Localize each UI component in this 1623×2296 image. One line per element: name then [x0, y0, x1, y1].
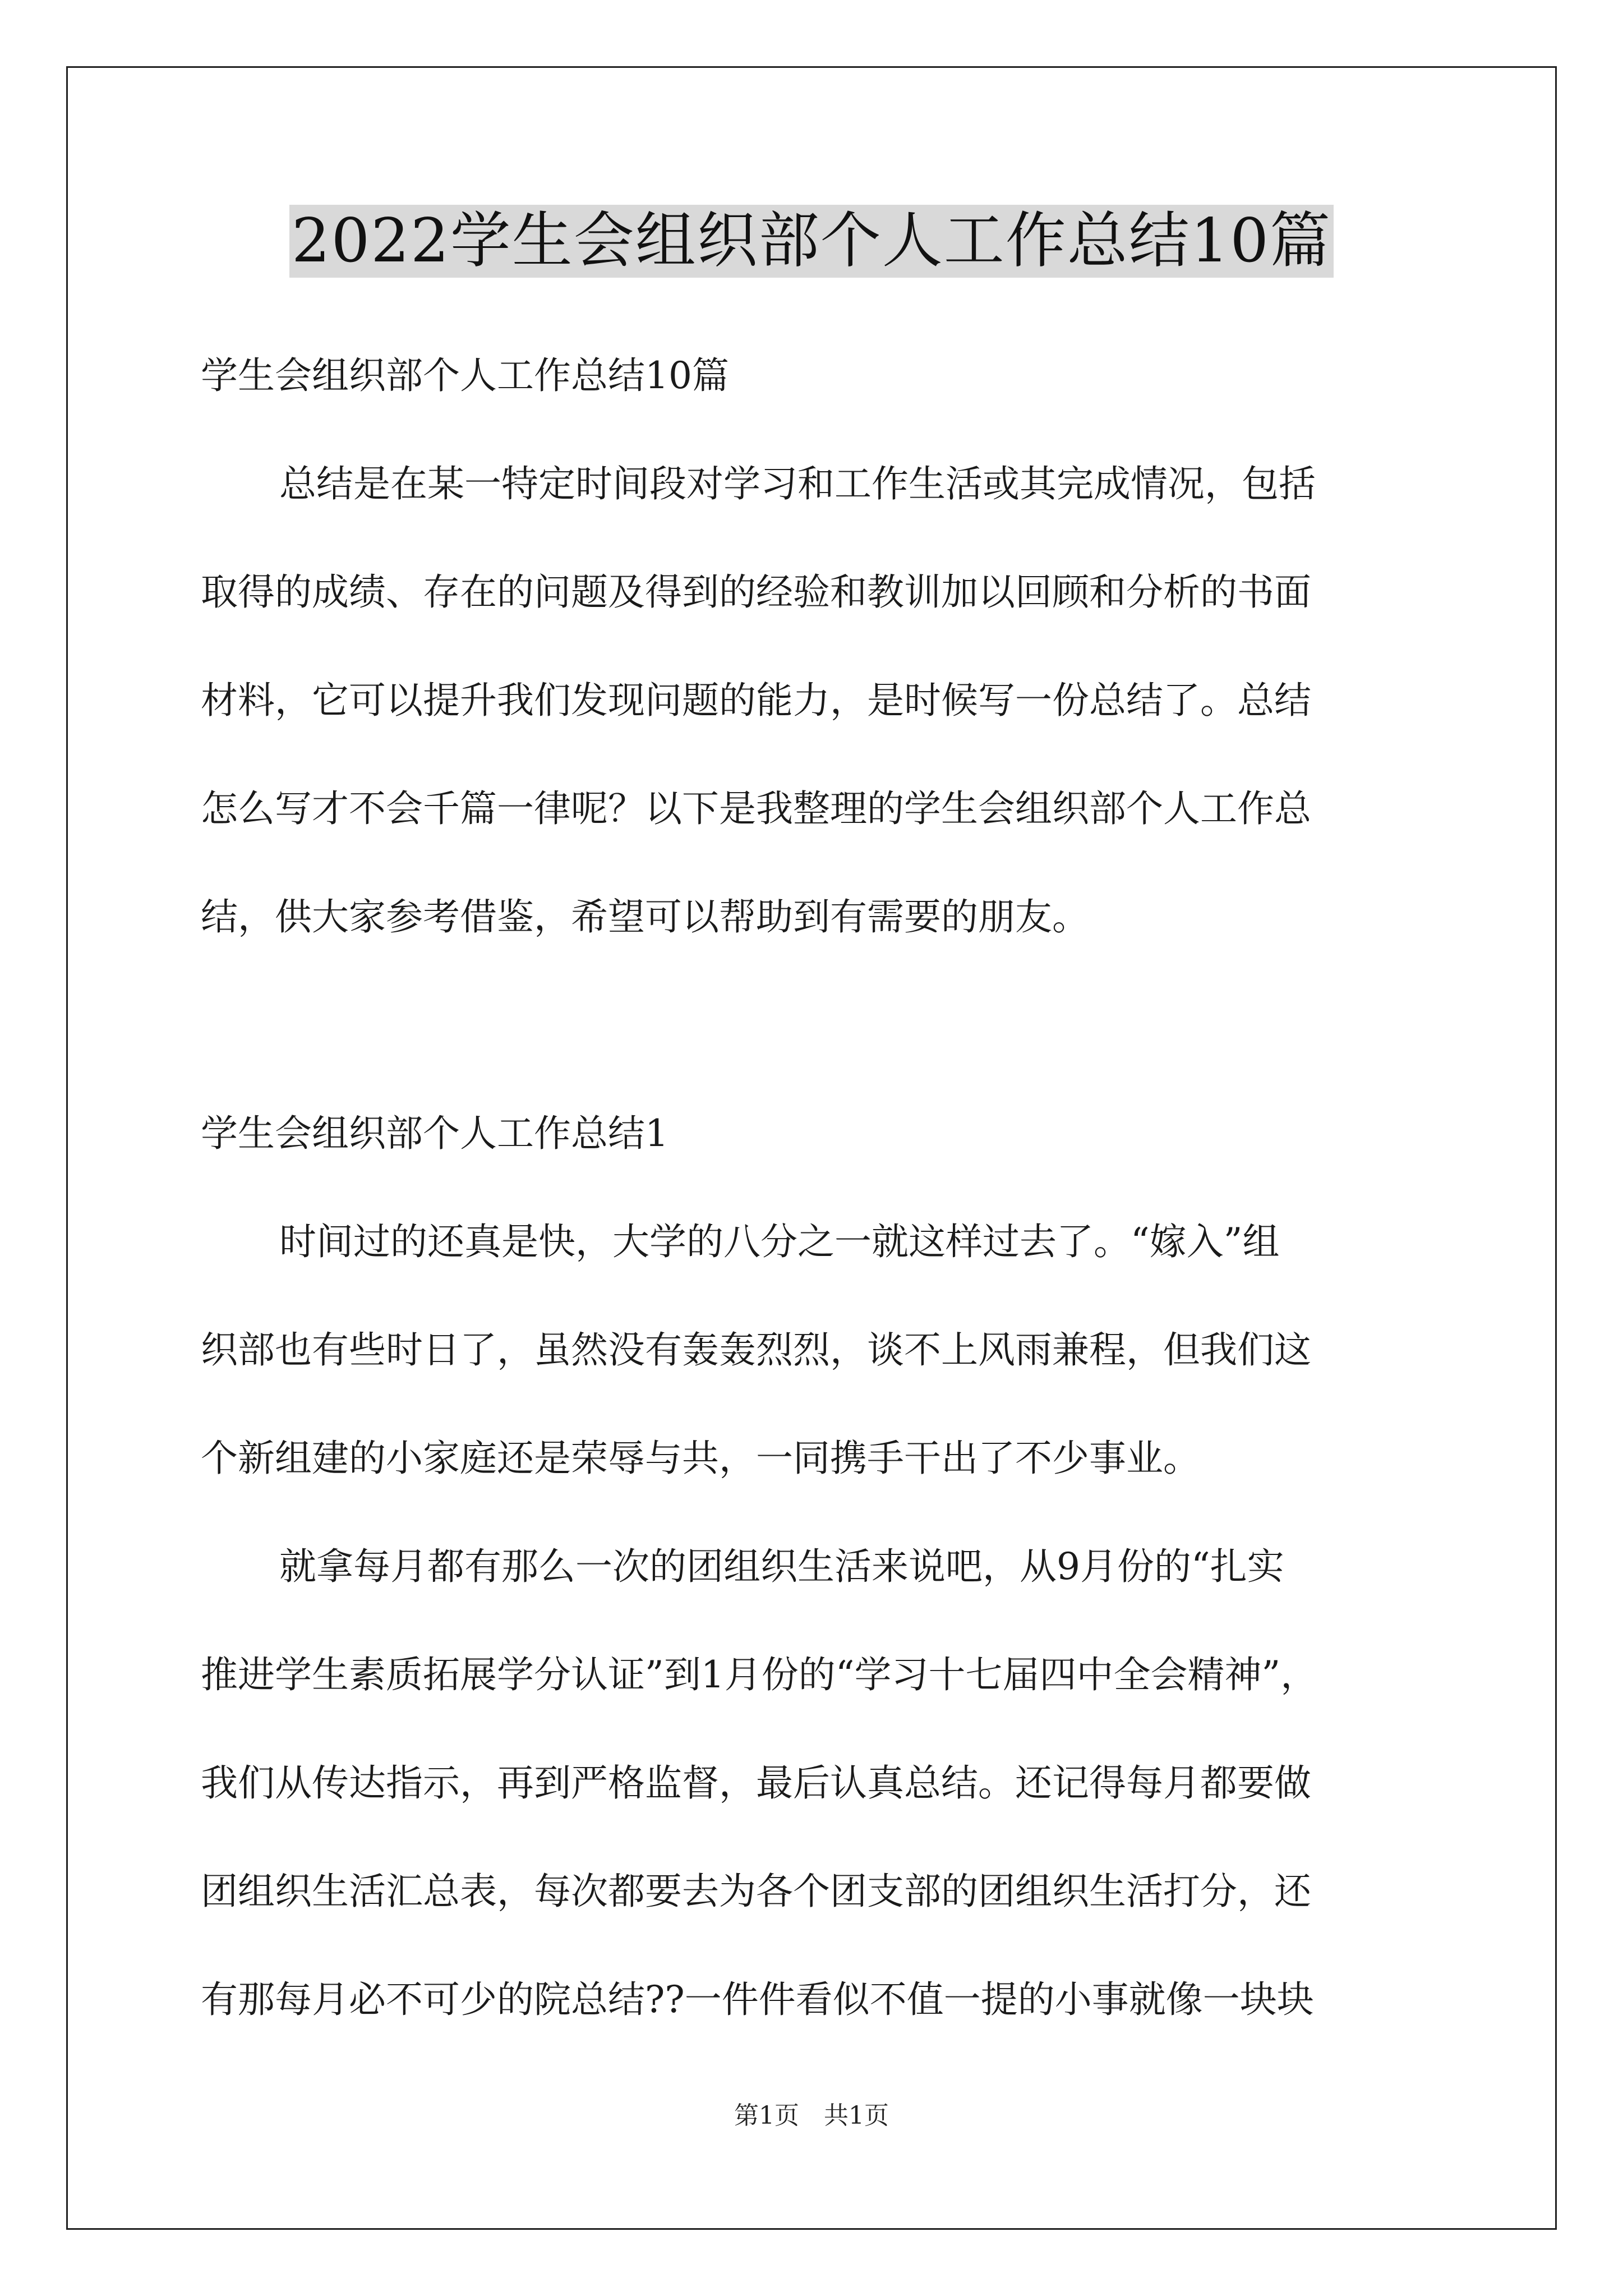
- section-heading: 学生会组织部个人工作总结1: [201, 1112, 668, 1155]
- intro-line: 总结是在某一特定时间段对学习和工作生活或其完成情况，包括: [279, 462, 1316, 505]
- paragraph-line: 我们从传达指示，再到严格监督，最后认真总结。还记得每月都要做: [201, 1761, 1311, 1805]
- intro-line: 怎么写才不会千篇一律呢？以下是我整理的学生会组织部个人工作总: [201, 787, 1311, 830]
- paragraph-line: 个新组建的小家庭还是荣辱与共，一同携手干出了不少事业。: [201, 1437, 1200, 1480]
- page-number: 第1页: [734, 2101, 799, 2130]
- intro-line: 材料，它可以提升我们发现问题的能力，是时候写一份总结了。总结: [201, 679, 1311, 722]
- page-footer: [0, 2100, 1623, 2132]
- paragraph-line: 时间过的还真是快，大学的八分之一就这样过去了。“嫁入”组: [279, 1220, 1280, 1263]
- title-container: [0, 205, 1623, 278]
- paragraph-line: 织部也有些时日了，虽然没有轰轰烈烈，谈不上风雨兼程，但我们这: [201, 1328, 1311, 1372]
- subtitle: 学生会组织部个人工作总结10篇: [201, 354, 729, 397]
- document-title: 2022学生会组织部个人工作总结10篇: [289, 205, 1334, 278]
- intro-line: 取得的成绩、存在的问题及得到的经验和教训加以回顾和分析的书面: [201, 570, 1311, 614]
- paragraph-line: 有那每月必不可少的院总结??一件件看似不值一提的小事就像一块块: [201, 1978, 1314, 2021]
- paragraph-line: 团组织生活汇总表，每次都要去为各个团支部的团组织生活打分，还: [201, 1870, 1311, 1913]
- paragraph-line: 就拿每月都有那么一次的团组织生活来说吧，从9月份的“扎实: [279, 1545, 1284, 1588]
- paragraph-line: 推进学生素质拓展学分认证”到1月份的“学习十七届四中全会精神”，: [201, 1653, 1318, 1696]
- intro-line: 结，供大家参考借鉴，希望可以帮助到有需要的朋友。: [201, 895, 1089, 938]
- page-total: 共1页: [824, 2101, 889, 2130]
